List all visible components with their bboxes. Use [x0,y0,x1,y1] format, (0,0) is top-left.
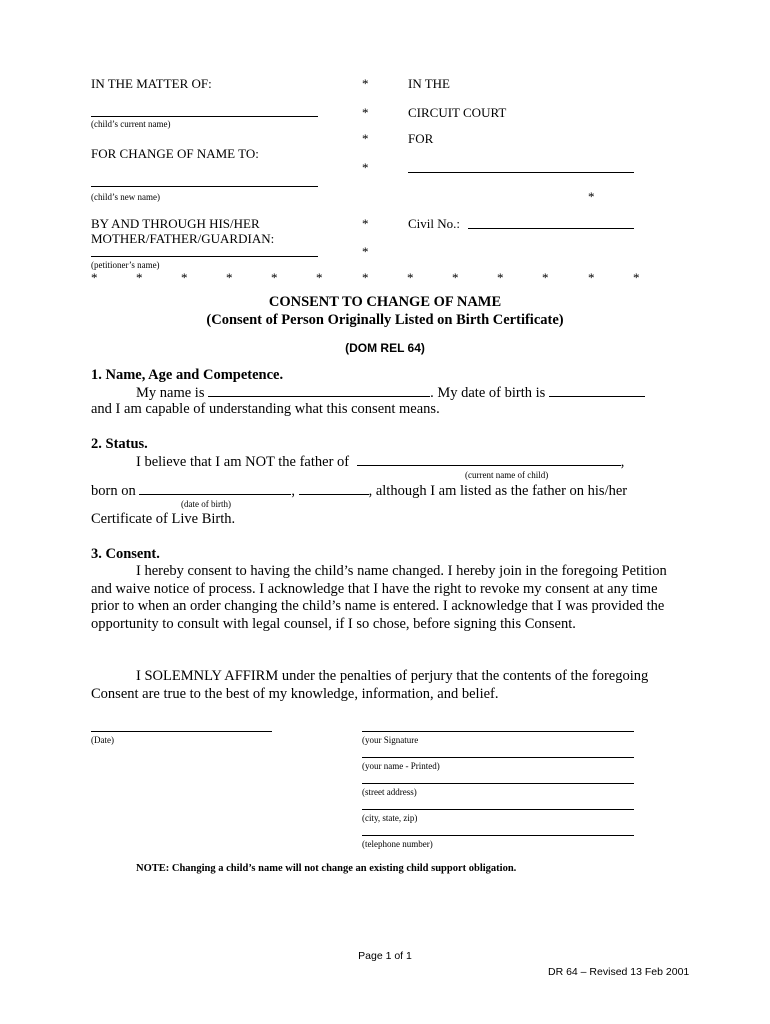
civil-no-line[interactable] [468,228,634,229]
petitioners-name-line[interactable] [91,256,318,257]
child-support-note: NOTE: Changing a child’s name will not change an existing child support obligation. [136,863,517,874]
in-matter-of-label: IN THE MATTER OF: [91,76,212,91]
by-through-label-2: MOTHER/FATHER/GUARDIAN: [91,231,275,246]
divider-star: * [452,270,459,285]
printed-name-line[interactable] [362,757,634,758]
form-revision: DR 64 – Revised 13 Feb 2001 [548,966,690,978]
divider-star: * [316,270,323,285]
section2-line2: born on , , although I am listed as the father on his/her [91,483,628,499]
section1-line2: and I am capable of understanding what this consent means. [91,401,440,417]
city-state-zip-line[interactable] [362,809,634,810]
consent-paragraph: I hereby consent to having the child’s name changed. I hereby join in the foregoing Petition and waive notice of process. I acknowledge that I have the right to revoke my consent at any time prior to when an order changing the child’s name is entered. I acknowledge that I was provided the opportunity to consult with legal counsel, if I so chose, before signing this Consent. [91,563,667,632]
form-code: (DOM REL 64) [345,341,425,355]
date-of-birth-label: (date of birth) [181,499,231,509]
date-of-birth-text: . My date of birth is [430,385,546,401]
divider-star: * [271,270,278,285]
document-title: CONSENT TO CHANGE OF NAME [268,294,502,310]
divider-star: * [542,270,549,285]
street-address-label: (street address) [362,787,417,797]
telephone-line[interactable] [362,835,634,836]
born-on-text: born on [91,483,136,499]
caption-star: * [362,160,369,175]
petitioners-name-label: (petitioner’s name) [91,260,160,270]
date-label: (Date) [91,735,114,745]
child-name-field[interactable] [357,453,621,466]
for-label: FOR [408,131,434,146]
caption-star: * [362,131,369,146]
my-name-field[interactable] [208,384,430,397]
city-state-zip-label: (city, state, zip) [362,813,418,823]
caption-star: * [588,189,595,204]
page-number: Page 1 of 1 [358,950,412,962]
caption-star: * [362,244,369,259]
divider-star: * [588,270,595,285]
in-the-label: IN THE [408,76,451,91]
childs-new-name-line[interactable] [91,186,318,187]
section3-heading: 3. Consent. [91,546,160,562]
divider-star: * [362,270,369,285]
section1-line1 [136,384,645,402]
section1-heading: 1. Name, Age and Competence. [91,367,284,383]
child-dob-field[interactable] [139,482,291,495]
childs-current-name-line[interactable] [91,116,318,117]
my-dob-field[interactable] [549,384,645,397]
childs-new-name-label: (child’s new name) [91,192,160,202]
not-father-text: I believe that I am NOT the father of [136,454,350,470]
document-subtitle: (Consent of Person Originally Listed on Birth Certificate) [206,312,564,328]
divider-star: * [633,270,640,285]
street-address-line[interactable] [362,783,634,784]
caption-star: * [362,76,369,91]
childs-current-name-label: (child’s current name) [91,119,171,129]
divider-star: * [407,270,414,285]
section2-line1: I believe that I am NOT the father of , [136,454,625,470]
divider-star: * [226,270,233,285]
date-line[interactable] [91,731,272,732]
for-change-label: FOR CHANGE OF NAME TO: [91,146,259,161]
telephone-label: (telephone number) [362,839,433,849]
civil-no-label: Civil No.: [408,216,461,231]
current-child-name-label: (current name of child) [465,470,549,480]
section2-line3: Certificate of Live Birth. [91,511,236,527]
by-through-label-1: BY AND THROUGH HIS/HER [91,216,260,231]
divider-star: * [181,270,188,285]
county-line[interactable] [408,172,634,173]
divider-star: * [136,270,143,285]
my-name-is-text: My name is [136,385,205,401]
divider-star: * [91,270,98,285]
affirmation-paragraph: I SOLEMNLY AFFIRM under the penalties of perjury that the contents of the foregoing Consent are true to the best of my knowledge, information, and belief. [91,668,649,702]
printed-name-label: (your name - Printed) [362,761,440,771]
section2-heading: 2. Status. [91,436,148,452]
listed-father-text: although I am listed as the father on his/her [375,483,628,499]
signature-label: (your Signature [362,735,419,745]
caption-star: * [362,216,369,231]
child-dob-year-field[interactable] [299,482,369,495]
caption-star: * [362,105,369,120]
circuit-court-label: CIRCUIT COURT [408,105,507,120]
divider-star: * [497,270,504,285]
signature-line[interactable] [362,731,634,732]
